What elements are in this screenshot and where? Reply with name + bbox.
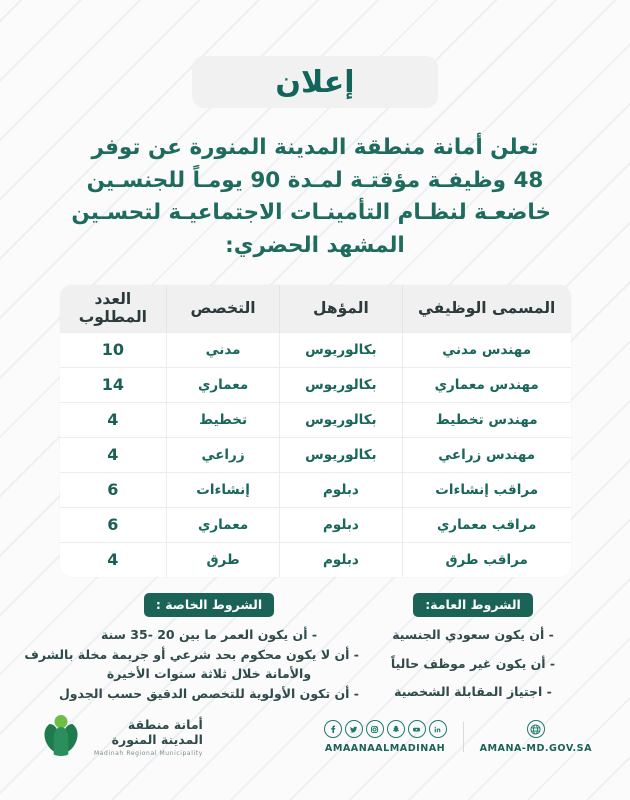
footer-divider <box>463 722 464 752</box>
list-item: - أن لا يكون محكوم بحد شرعي أو جريمة مخلة بالشرف <box>24 646 359 662</box>
logo-english-name: Madinah Regional Municipality <box>94 749 203 757</box>
cell-specialty: تخطيط <box>167 402 280 437</box>
twitter-icon[interactable] <box>345 720 363 738</box>
footer <box>0 708 630 766</box>
cell-qualification: بكالوريوس <box>279 332 402 367</box>
list-item: - أن يكون العمر ما بين 20 -35 سنة <box>100 626 318 642</box>
linkedin-icon[interactable] <box>429 720 447 738</box>
table-row <box>60 507 571 542</box>
list-item-continuation: والأمانة خلال ثلاثة سنوات الأخيرة <box>106 666 312 682</box>
column-header-specialty: التخصص <box>167 285 280 333</box>
intro-line-2: 48 وظيفـة مؤقتـة لمـدة 90 يومـاً للجنسـين <box>86 167 544 193</box>
cell-job-title: مهندس زراعي <box>402 437 570 472</box>
column-header-count: العدد المطلوب <box>60 285 167 333</box>
municipality-logo <box>38 713 203 761</box>
table-row <box>60 367 571 402</box>
page-title: إعلان <box>275 64 355 100</box>
social-icon-row <box>324 720 447 738</box>
table-row <box>60 472 571 507</box>
intro-paragraph <box>71 132 551 263</box>
logo-arabic-line-1: أمانة منطقة <box>127 717 203 733</box>
page-title-badge <box>192 56 438 108</box>
snapchat-icon[interactable] <box>387 720 405 738</box>
social-handle-label: AMAANAALMADINAH <box>324 743 446 754</box>
list-item: - اجتياز المقابلة الشخصية <box>394 684 552 700</box>
cell-job-title: مراقب طرق <box>402 542 570 577</box>
cell-job-title: مهندس معماري <box>402 367 570 402</box>
cell-qualification: دبلوم <box>279 472 402 507</box>
conditions-section <box>24 593 571 714</box>
cell-specialty: معماري <box>167 507 280 542</box>
cell-specialty: زراعي <box>167 437 280 472</box>
logo-emblem-icon <box>38 713 84 761</box>
special-conditions-list <box>24 626 359 707</box>
website-icon-row <box>527 720 545 738</box>
facebook-icon[interactable] <box>324 720 342 738</box>
general-conditions-list <box>375 627 571 714</box>
column-header-qualification: المؤهل <box>279 285 402 333</box>
cell-specialty: مدني <box>167 332 280 367</box>
intro-line-3: خاضعـة لنظـام التأمينـات الاجتماعيـة لتحسـين <box>71 200 551 226</box>
general-conditions-badge: الشروط العامة: <box>413 593 533 617</box>
cell-count: 14 <box>60 367 167 402</box>
youtube-icon[interactable] <box>408 720 426 738</box>
cell-qualification: دبلوم <box>279 507 402 542</box>
list-item: - أن تكون الأولوية للتخصص الدقيق حسب الجدول <box>58 686 359 702</box>
cell-job-title: مهندس تخطيط <box>402 402 570 437</box>
page-title-wrap <box>0 0 630 108</box>
general-conditions-column <box>375 593 571 714</box>
cell-qualification: بكالوريوس <box>279 402 402 437</box>
cell-job-title: مهندس مدني <box>402 332 570 367</box>
cell-count: 10 <box>60 332 167 367</box>
cell-specialty: طرق <box>167 542 280 577</box>
globe-icon[interactable] <box>527 720 545 738</box>
cell-count: 4 <box>60 402 167 437</box>
intro-line-1: تعلن أمانة منطقة المدينة المنورة عن توفر <box>91 135 539 160</box>
cell-qualification: بكالوريوس <box>279 437 402 472</box>
jobs-table-head <box>60 285 571 333</box>
cell-qualification: دبلوم <box>279 542 402 577</box>
instagram-icon[interactable] <box>366 720 384 738</box>
special-conditions-badge: الشروط الخاصة : <box>144 593 274 617</box>
jobs-table-body <box>60 332 571 577</box>
logo-text <box>94 717 203 757</box>
cell-job-title: مراقب إنشاءات <box>402 472 570 507</box>
cell-count: 6 <box>60 507 167 542</box>
cell-job-title: مراقب معماري <box>402 507 570 542</box>
social-handle-group <box>324 720 447 754</box>
logo-arabic-line-2: المدينة المنورة <box>111 732 203 748</box>
jobs-table-wrap <box>60 285 571 577</box>
cell-specialty: إنشاءات <box>167 472 280 507</box>
footer-social-block <box>324 720 592 754</box>
intro-line-4: المشهد الحضري: <box>225 233 405 259</box>
special-conditions-column <box>24 593 359 707</box>
cell-count: 6 <box>60 472 167 507</box>
table-header-row <box>60 285 571 333</box>
table-row <box>60 332 571 367</box>
column-header-job-title: المسمى الوظيفي <box>402 285 570 333</box>
list-item: - أن يكون غير موظف حالياً <box>390 655 556 671</box>
table-row <box>60 542 571 577</box>
cell-specialty: معماري <box>167 367 280 402</box>
cell-count: 4 <box>60 542 167 577</box>
table-row <box>60 437 571 472</box>
cell-qualification: بكالوريوس <box>279 367 402 402</box>
website-group <box>480 720 592 754</box>
table-row <box>60 402 571 437</box>
jobs-table <box>60 285 571 577</box>
website-label: AMANA-MD.GOV.SA <box>479 743 592 754</box>
cell-count: 4 <box>60 437 167 472</box>
list-item: - أن يكون سعودي الجنسية <box>392 626 554 642</box>
